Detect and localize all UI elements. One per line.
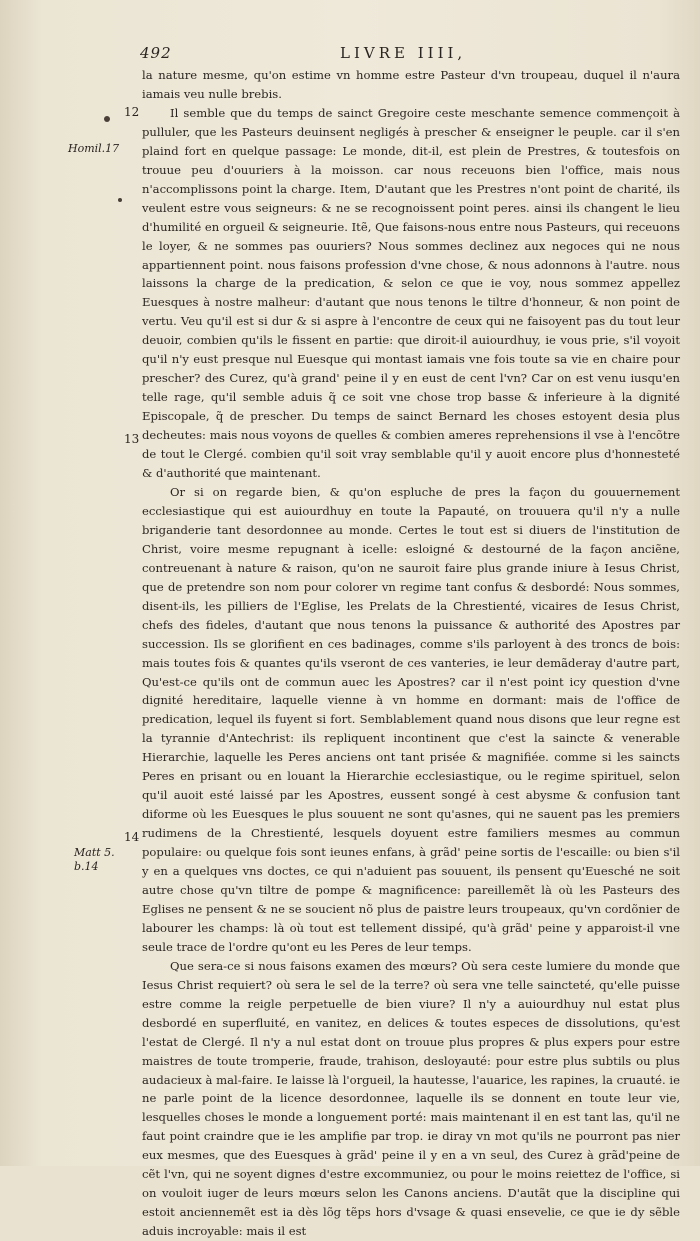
paragraph-continuation: la nature mesme, qu'on estime vn homme estre Pasteur d'vn troupeau, duquel il n'aura iamais veu nulle brebis. bbox=[142, 68, 680, 101]
margin-note-matt: Matt 5. bbox=[74, 846, 115, 859]
paragraph-number: 13 bbox=[124, 432, 140, 446]
ink-spot bbox=[104, 116, 110, 122]
paragraph-13: Or si on regarde bien, & qu'on espluche de pres la façon du gouuernement ecclesiastique qui est auiourdhuy en toute la Papauté, on trouuera qu'il n'y a nulle briganderie tant desordonnee au monde. Certes le tout est si diuers de l'institution de Christ, voire mesme repugnant à icelle: esloigné & destourné de la façon anciẽne, contreuenant à nature & raison, qu'on ne sauroit faire plus grande iniure à Iesus Christ, que de pretendre son nom pour colorer vn regime tant confus & desbordé: Nous sommes, disent-ils, les pilliers de l'Eglise, les Prelats de la Chrestienté, vicaires de Iesus Christ, chefs des fideles, d'autant que nous tenons la puissance & authorité des Apostres par succession. Ils se glorifient en ces badinages, comme s'ils parloyent à des troncs de bois: mais toutes fois & quantes qu'ils vseront de ces vanteries, ie leur demãderay d'autre part, Qu'est-ce qu'ils ont de commun auec les Apostres? car il n'est point icy question d'vne dignité hereditaire, laquelle vienne à vn homme en dormant: mais de l'office de predication, lequel ils fuyent si fort. Semblablement quand nous disons que leur regne est la tyrannie d'Antechrist: ils repliquent incontinent que c'est la saincte & venerable Hierarchie, laquelle les Peres anciens ont tant prisée & magnifiée. comme si les saincts Peres en prisant ou en louant la Hierarchie ecclesiastique, ou le regime spirituel, selon qu'il auoit esté laissé par les Apostres, eussent songé à cest abysme & confusion tant diforme où les Euesques le plus souuent ne sont qu'asnes, qui ne sauent pas les premiers rudimens de la Chrestienté, lesquels doyuent estre familiers mesmes au commun populaire: ou quelque fois sont ieunes enfans, à grãd' peine sortis de l'escaille: ou bien s'il y en a quelques vns doctes, ce qui n'aduient pas souuent, ils pensent qu'Euesché ne soit autre chose qu'vn tiltre de pompe & magnificence: pareillemẽt là où les Pasteurs des Eglises ne pensent & ne se soucient nõ plus de paistre leurs troupeaux, qu'vn cordõnier de labourer les champs: là où tout est tellement dissipé, qu'à grãd' peine y apparoist-il vne seule trace de l'ordre qu'ont eu les Peres de leur temps. bbox=[142, 484, 680, 954]
page-number: 492 bbox=[140, 44, 172, 62]
body-text bbox=[142, 66, 680, 1241]
ink-spot bbox=[118, 198, 122, 202]
paragraph-number: 12 bbox=[124, 105, 140, 119]
running-head: LIVRE IIII, bbox=[340, 44, 467, 62]
page-header bbox=[140, 44, 680, 66]
margin-note-matt-verse: b.14 bbox=[74, 860, 99, 873]
paragraph-12: Il semble que du temps de sainct Gregoire ceste meschante semence commençoit à pulluler, que les Pasteurs deuinsent negligés à prescher & enseigner le peuple. car il s'en plaind fort en quelque passage: Le monde, dit-il, est plein de Prestres, & toutesfois on trouue peu d'ouuriers à la moisson. car nous receuons bien l'office, mais nous n'accomplissons point la charge. Item, D'autant que les Prestres n'ont point de charité, ils veulent estre vous seigneurs: & ne se recognoissent point peres. ainsi ils changent le lieu d'humilité en orgueil & seigneurie. Itẽ, Que faisons-nous entre nous Pasteurs, qui receuons le loyer, & ne sommes pas ouuriers? Nous sommes declinez aux negoces qui ne nous appartiennent point. nous faisons profession d'vne chose, & nous adonnons à l'autre. nous laissons la charge de la predication, & selon ce que ie voy, nous sommez appellez Euesques à nostre malheur: d'autant que nous tenons le tiltre d'honneur, & non point de vertu. Veu qu'il est si dur & si aspre à l'encontre de ceux qui ne faisoyent pas du tout leur deuoir, combien qu'ils le fissent en partie: que diroit-il auiourdhuy, ie vous prie, s'il voyoit qu'il n'y eust presque nul Euesque qui montast iamais vne fois toute sa vie en chaire pour prescher? des Curez, qu'à grand' peine il y en eust de cent l'vn? Car on est venu iusqu'en telle rage, qu'il semble aduis q̃ ce soit vne chose trop basse & inferieure à la dignité Episcopale, q̃ de prescher. Du temps de sainct Bernard les choses estoyent desia plus decheutes: mais nous voyons de quelles & combien ameres reprehensions il vse à l'encõtre de tout le Clergé. combien qu'il soit vray semblable qu'il y auoit encore plus d'honnesteté & d'authorité que maintenant. bbox=[142, 105, 680, 481]
margin-note-homil: Homil.17 bbox=[68, 142, 120, 155]
paragraph-number: 14 bbox=[124, 830, 140, 844]
paragraph-14: Que sera-ce si nous faisons examen des mœurs? Où sera ceste lumiere du monde que Iesus Christ requiert? où sera le sel de la terre? où sera vne telle saincteté, qu'elle puisse estre comme la reigle perpetuelle de bien viure? Il n'y a auiourdhuy nul estat plus desbordé en superfluité, en vanitez, en delices & toutes especes de dissolutions, qu'est l'estat de Clergé. Il n'y a nul estat dont on trouue plus propres & plus expers pour estre maistres de toute tromperie, fraude, trahison, desloyauté: pour estre plus subtils ou plus audacieux à mal-faire. Ie laisse là l'orgueil, la hautesse, l'auarice, les rapines, la cruauté. ie ne parle point de la licence desordonnee, laquelle ils se donnent en toute leur vie, lesquelles choses le monde a longuement porté: mais maintenant il en est tant las, qu'il ne faut point craindre que ie les amplifie par trop. ie diray vn mot qu'ils ne pourront pas nier eux mesmes, que des Euesques à grãd' peine il y en a vn seul, des Curez à grãd'peine de cẽt l'vn, qui ne soyent dignes d'estre excommuniez, ou pour le moins reiettez de l'office, si on vouloit iuger de leurs mœurs selon les Canons anciens. D'autãt que la discipline qui estoit anciennemẽt est ia dès lõg tẽps hors d'vsage & quasi ensevelie, ce que ie dy sẽble aduis incroyable: mais il est bbox=[142, 958, 680, 1239]
